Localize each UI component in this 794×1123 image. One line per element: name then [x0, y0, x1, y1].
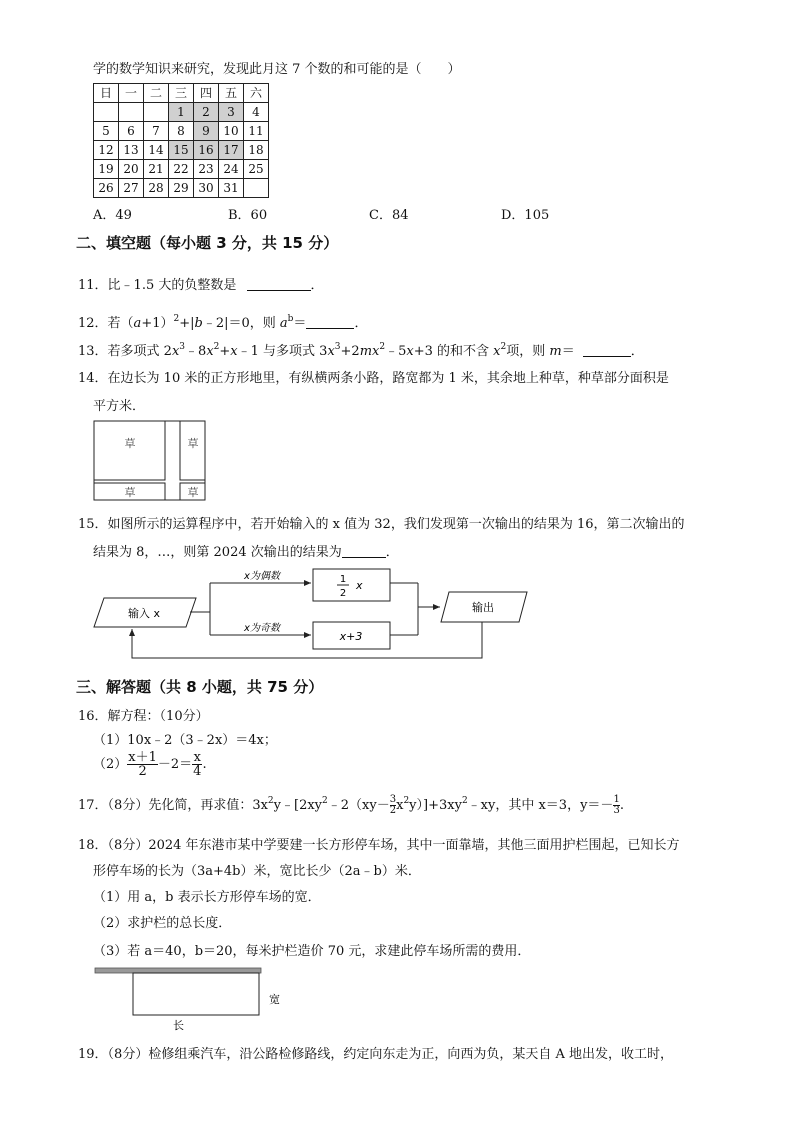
calendar-cell: 6	[119, 122, 144, 141]
q13-text: 13．若多项式 2	[78, 344, 172, 359]
denominator: 3	[613, 805, 620, 816]
q13-var: x	[206, 344, 214, 359]
q16-p2-end: .	[202, 757, 207, 772]
question-12	[78, 312, 367, 331]
q15-line1: 15．如图所示的运算程序中，若开始输入的 x 值为 32，我们发现第一次输出的结果为 16，第二次输出的	[78, 517, 685, 532]
section-title-solve: 三、解答题（共 8 小题，共 75 分）	[76, 678, 324, 696]
half-numerator: 1	[339, 574, 347, 585]
q17-text: y﹣[2xy	[273, 798, 323, 813]
parking-lot-diagram	[93, 965, 293, 1035]
length-label: 长	[173, 1019, 184, 1032]
q17-sup: 2	[403, 796, 410, 806]
q12-end: ．	[354, 316, 368, 331]
calendar-cell-shaded: 3	[219, 103, 244, 122]
q16-title: 16．解方程：（10分）	[78, 709, 209, 724]
q13-var: x	[406, 344, 414, 359]
q13-sup: 3	[179, 342, 186, 352]
q17-text: 17．（8分）先化简，再求值：3x	[78, 798, 268, 813]
answer-blank	[342, 546, 386, 558]
q15-end: ．	[385, 545, 399, 560]
q13-var: mx	[359, 344, 380, 359]
q13-sup: 2	[500, 342, 507, 352]
calendar-cell-shaded: 16	[194, 141, 219, 160]
option-c: C．84	[369, 208, 409, 223]
grass-plot-diagram	[93, 420, 207, 502]
denominator: 2	[138, 764, 147, 779]
calendar-cell	[119, 103, 144, 122]
calendar-header-cell: 二	[144, 84, 169, 103]
q13-sup: 3	[334, 342, 341, 352]
calendar-cell: 30	[194, 179, 219, 198]
calendar-cell: 7	[144, 122, 169, 141]
grass-label: 草	[187, 486, 199, 499]
question-13	[78, 340, 644, 359]
q18-line2: 形停车场的长为（3a+4b）米，宽比长少（2a﹣b）米．	[93, 864, 421, 879]
question-11	[78, 274, 324, 293]
grass-label: 草	[124, 437, 136, 450]
q17-text: ﹣xy，其中 x＝3，y＝－	[467, 798, 614, 813]
q10-intro: 学的数学知识来研究，发现此月这 7 个数的和可能的是（ ）	[93, 62, 461, 77]
half-denominator: 2	[339, 588, 347, 599]
q16-p2-mid: －2＝	[157, 757, 193, 772]
calendar-cell: 29	[169, 179, 194, 198]
q12-text: +1）	[141, 316, 174, 331]
q18-part1: （1）用 a，b 表示长方形停车场的宽．	[93, 890, 321, 905]
calendar-cell: 8	[169, 122, 194, 141]
q17-text: ﹣2（xy－	[327, 798, 390, 813]
calendar-cell: 13	[119, 141, 144, 160]
q13-text: +3 的和不含	[413, 344, 494, 359]
calendar-cell-shaded: 9	[194, 122, 219, 141]
calendar-row	[94, 103, 269, 122]
calendar-cell	[244, 179, 269, 198]
section-title-fill-in: 二、填空题（每小题 3 分，共 15 分）	[76, 234, 339, 252]
q15-text: 结果为 8，…，则第 2024 次输出的结果为	[93, 545, 342, 560]
calendar-header-cell: 六	[244, 84, 269, 103]
q19-line1: 19．（8分）检修组乘汽车，沿公路检修路线，约定向东走为正，向西为负，某天自 A 地出发，收工时，	[78, 1047, 673, 1062]
numerator: x＋1	[128, 750, 157, 765]
calendar-row	[94, 160, 269, 179]
q12-text: +|	[179, 316, 195, 331]
calendar-cell: 18	[244, 141, 269, 160]
q16-p2-prefix: （2）	[93, 757, 128, 772]
calendar-header-row	[94, 84, 269, 103]
option-a: A．49	[93, 208, 132, 223]
q14-line1: 14．在边长为 10 米的正方形地里，有纵横两条小路，路宽都为 1 米，其余地上种草，种草部分面积是	[78, 371, 669, 386]
q17-end: .	[619, 798, 624, 813]
even-condition-label: x为偶数	[244, 571, 280, 582]
calendar-cell: 20	[119, 160, 144, 179]
q11-text: 11．比﹣1.5 大的负整数是	[78, 278, 237, 293]
calendar-table	[93, 83, 269, 198]
q12-var: b	[194, 316, 203, 331]
calendar-row	[94, 179, 269, 198]
q13-text: ﹣5	[385, 344, 407, 359]
calendar-cell-shaded: 17	[219, 141, 244, 160]
q16-part2	[93, 751, 207, 778]
calendar-cell: 4	[244, 103, 269, 122]
q13-var: x	[327, 344, 335, 359]
calendar-cell: 23	[194, 160, 219, 179]
q13-text: ＝	[561, 344, 575, 359]
answer-blank	[247, 279, 311, 291]
calendar-cell: 10	[219, 122, 244, 141]
q13-text: ﹣8	[185, 344, 207, 359]
calendar-cell: 31	[219, 179, 244, 198]
q13-sup: 2	[379, 342, 386, 352]
denominator: 4	[193, 764, 202, 779]
calendar-cell: 26	[94, 179, 119, 198]
q17-sup: 2	[461, 796, 468, 806]
q13-text: +	[219, 344, 231, 359]
calendar-cell: 19	[94, 160, 119, 179]
q18-line1: 18．（8分）2024 年东港市某中学要建一长方形停车场，其中一面靠墙，其他三面用护栏围起，已知长方	[78, 838, 680, 853]
calendar-row	[94, 141, 269, 160]
q14-line2: 平方米．	[93, 399, 146, 414]
q13-var: x	[493, 344, 501, 359]
q13-end: ．	[630, 344, 644, 359]
option-d: D．105	[501, 208, 550, 223]
q13-var: x	[230, 344, 238, 359]
calendar-cell: 21	[144, 160, 169, 179]
q18-part3: （3）若 a＝40，b＝20，每米护栏造价 70 元，求建此停车场所需的费用．	[93, 944, 531, 959]
half-operation-box	[313, 569, 390, 601]
half-variable: x	[356, 579, 363, 592]
answer-blank	[306, 317, 354, 329]
q13-text: +2	[340, 344, 360, 359]
calendar-cell: 27	[119, 179, 144, 198]
q12-text: ﹣2|＝0，则	[202, 316, 280, 331]
plus-three-label: x+3	[339, 630, 363, 643]
q13-var: x	[171, 344, 180, 359]
calendar-cell: 24	[219, 160, 244, 179]
calendar-cell: 14	[144, 141, 169, 160]
q12-sup: b	[287, 314, 294, 324]
q16-part1: （1）10x﹣2（3﹣2x）＝4x；	[93, 733, 277, 748]
calendar-cell-shaded: 2	[194, 103, 219, 122]
denominator: 2	[389, 805, 397, 816]
grass-label: 草	[124, 486, 136, 499]
q12-var: a	[279, 316, 288, 331]
numerator: x	[193, 750, 201, 765]
q17-text: x	[396, 798, 404, 813]
calendar-header-cell: 一	[119, 84, 144, 103]
q17-sup: 2	[267, 796, 274, 806]
output-label: 输出	[472, 601, 494, 614]
grass-label: 草	[187, 437, 199, 450]
calendar-cell-shaded: 1	[169, 103, 194, 122]
numerator: 3	[389, 794, 397, 805]
calendar-cell: 25	[244, 160, 269, 179]
calendar-header-cell: 四	[194, 84, 219, 103]
q12-text: ＝	[293, 316, 307, 331]
q13-text: 项，则	[506, 344, 550, 359]
question-17	[78, 794, 624, 816]
input-label: 输入 x	[127, 607, 161, 620]
fraction	[192, 751, 202, 778]
calendar-cell	[94, 103, 119, 122]
calendar-cell: 5	[94, 122, 119, 141]
q13-var: m	[549, 344, 562, 359]
q13-text: ﹣1 与多项式 3	[237, 344, 328, 359]
wall	[95, 968, 261, 973]
calendar-header-cell: 三	[169, 84, 194, 103]
calendar-cell: 28	[144, 179, 169, 198]
calendar-cell	[144, 103, 169, 122]
q12-sup: 2	[173, 314, 180, 324]
odd-condition-label: x为奇数	[244, 623, 280, 634]
numerator: 1	[613, 794, 620, 805]
fraction	[127, 751, 158, 778]
calendar-cell: 11	[244, 122, 269, 141]
option-b: B．60	[228, 208, 268, 223]
q17-sup: 2	[322, 796, 328, 806]
answer-blank	[583, 345, 631, 357]
calendar-row	[94, 122, 269, 141]
calendar-cell: 12	[94, 141, 119, 160]
calendar-cell-shaded: 15	[169, 141, 194, 160]
width-label: 宽	[269, 993, 280, 1006]
q18-part2: （2）求护栏的总长度．	[93, 916, 232, 931]
calendar-cell: 22	[169, 160, 194, 179]
q15-line2	[93, 541, 399, 560]
q12-text: 12．若（	[78, 316, 134, 331]
operation-flowchart	[90, 565, 540, 661]
q12-var: a	[133, 316, 142, 331]
q13-sup: 2	[213, 342, 220, 352]
calendar-header-cell: 五	[219, 84, 244, 103]
q17-text: y）]+3xy	[409, 798, 462, 813]
q11-end: ．	[310, 278, 324, 293]
calendar-header-cell: 日	[94, 84, 119, 103]
parking-lot-rect	[133, 973, 259, 1015]
